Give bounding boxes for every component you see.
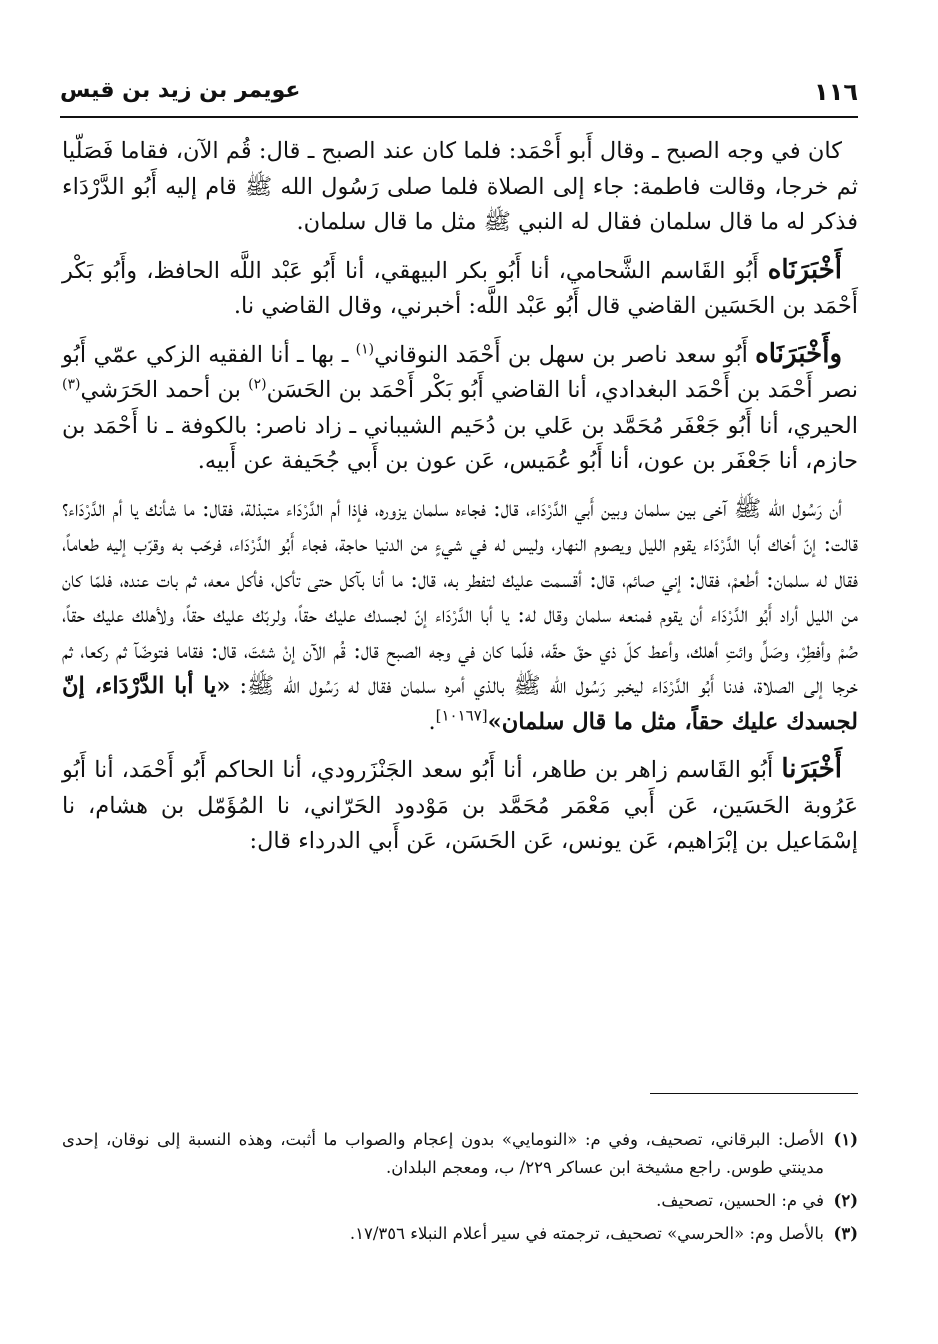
hadith-reference-number: [١٠١٦٧] bbox=[435, 706, 488, 724]
paragraph-text: بن أحمد الحَرَشي bbox=[80, 377, 249, 403]
footnote bbox=[62, 1187, 858, 1215]
running-title: عويمر بن زيد بن قيس bbox=[60, 78, 301, 103]
paragraph bbox=[62, 337, 858, 480]
hadith-quote: «يا أبا الدَّرْدَاء، إنّ لجسدك عليك حقاً، مثل ما قال سلمان» bbox=[62, 673, 858, 735]
footnote-text: الأصل: البرقاني، تصحيف، وفي م: «النومايي» بدون إعجام والصواب ما أثبت، وهذه النسبة إلى نوقان، إحدى مدينتي طوس. راجع مشيخة ابن عساكر ٢٢٩/ ب، ومعجم البلدان. bbox=[62, 1130, 824, 1177]
footnote-number: (٢) bbox=[833, 1191, 858, 1210]
sentence-end: . bbox=[428, 708, 436, 735]
isnad-lead-word: أَخْبَرَنا bbox=[781, 754, 842, 784]
footnote-marker[interactable]: (٣) bbox=[62, 376, 81, 393]
paragraph-text: أَبُو القَاسم الشَّحامي، أنا أَبُو بكر البيهقي، أنا أَبُو عَبْد اللَّه الحافظ، وأَبُو بَكْر أَحْمَد بن الحَسَين القاضي قال أَبُو عَبْد اللَّه: أخبرني، وقال القاضي نا. bbox=[62, 257, 858, 319]
paragraph-text: أَبُو القَاسم زاهر بن طاهر، أنا أَبُو سعد الجَنْزَرودي، أنا الحاكم أَبُو أَحْمَد، أنا أَبُو عَرُوبة الحَسَين، عَن أَبي مَعْمَر مُحَمَّد بن مَوْدود الحَرّاني، نا المُؤَمّل بن هشام، نا إسْمَاعيل بن إبْرَاهيم، عَن يونس، عَن الحَسَن، عَن أَبي الدرداء قال: bbox=[62, 757, 858, 854]
paragraph-text: الحيري، أنا أَبُو جَعْفَر مُحَمَّد بن عَلي بن دُحَيم الشيباني ـ زاد ناصر: بالكوفة ـ نا أَحْمَد بن حازم، أنا جَعْفَر بن عون، أنا أَبُو عُمَيس، عَن عون بن أَبي جُحَيفة عن أَبيه. bbox=[62, 412, 858, 474]
paragraph bbox=[62, 253, 858, 325]
footnote-number: (٣) bbox=[833, 1224, 858, 1243]
footnote bbox=[62, 1220, 858, 1248]
paragraph-text: أن رَسُول الله ﷺ آخى بين سلمان وبين أَبي الدَّرْدَاء، قال: فجاءه سلمان يزوره، فإذا أم الدَّرْدَاء متبذلة، فقال: ما شأنك يا أم الدَّرْدَاء؟ قالت: إنّ أخاك أبا الدَّرْدَاء يقوم الليل ويصوم النهار، وليس له في شيءٍ من الدنيا حاجة، فجاء أَبُو الدَّرْدَاء، فرحّب به وقرّب إليه طعاماً، فقال له سلمان: أطعمْ، فقال: إني صائم، قال: أقسمت عليك لتفطر به، قال: ما أنا بآكل حتى تأكل، فأكل معه، ثم بات عنده، فلمّا كان من الليل أراد أَبُو الدَّرْدَاء أن يقوم فمنعه سلمان وقال له: يا أبا الدَّرْدَاء إنّ لجسدك عليك حقاً، ولربّك عليك حقاً، ولأهلك عليك حقاً، صُمْ وأفطِرْ، وصَلِّ وائتِ أهلك، وأعط كلّ ذي حقّ حقّه، فلّما كان في وجه الصبح قال: قُم الآن إنْ شئتَ، قال: فقاما فتوضّآ ثم ركعا، ثم خرجا إلى الصلاة، فدنا أَبُو الدَّرْدَاء ليخبر رَسُول الله ﷺ بالذي أمره سلمان فقال له رَسُول الله ﷺ: bbox=[62, 495, 859, 699]
paragraph-text: كان في وجه الصبح ـ وقال أَبو أَحْمَد: فلما كان عند الصبح ـ قال: قُم الآن، فقاما فَصَلّيا ثم خرجا، وقالت فاطمة: جاء إلى الصلاة فلما صلى رَسُول الله ﷺ قام إليه أَبُو الدَّرْدَاء فذكر له ما قال سلمان فقال له النبي ﷺ مثل ما قال سلمان. bbox=[62, 138, 858, 235]
footnote-text: بالأصل وم: «الحرسي» تصحيف، ترجمته في سير أعلام النبلاء ١٧/٣٥٦. bbox=[349, 1224, 824, 1243]
footnote-number: (١) bbox=[833, 1130, 858, 1149]
footnote bbox=[62, 1126, 858, 1182]
footnote-marker[interactable]: (٢) bbox=[248, 376, 267, 393]
footnote-marker[interactable]: (١) bbox=[355, 341, 375, 357]
main-text bbox=[62, 134, 858, 872]
footnote-text: في م: الحسين، تصحيف. bbox=[656, 1191, 824, 1210]
paragraph-text: أَبُو سعد ناصر بن سهل بن أَحْمَد النوقاني bbox=[374, 341, 756, 368]
page-number: ١١٦ bbox=[814, 78, 858, 106]
footnote-separator bbox=[650, 1093, 858, 1094]
paragraph bbox=[62, 134, 858, 241]
paragraph-text: ـ بها ـ أنا الفقيه الزكي عمّي أَبُو نصر أَحْمَد بن أَحْمَد البغدادي، أنا القاضي أَبُو بَكْر أَحْمَد بن الحَسَن bbox=[62, 341, 858, 403]
isnad-lead-word: وأَخْبَرَنَاه bbox=[755, 338, 842, 369]
page-header bbox=[60, 70, 858, 118]
footnotes bbox=[62, 1126, 858, 1253]
paragraph bbox=[62, 492, 858, 741]
paragraph bbox=[62, 752, 858, 860]
isnad-lead-word: أَخْبَرَنَاه bbox=[767, 254, 842, 285]
